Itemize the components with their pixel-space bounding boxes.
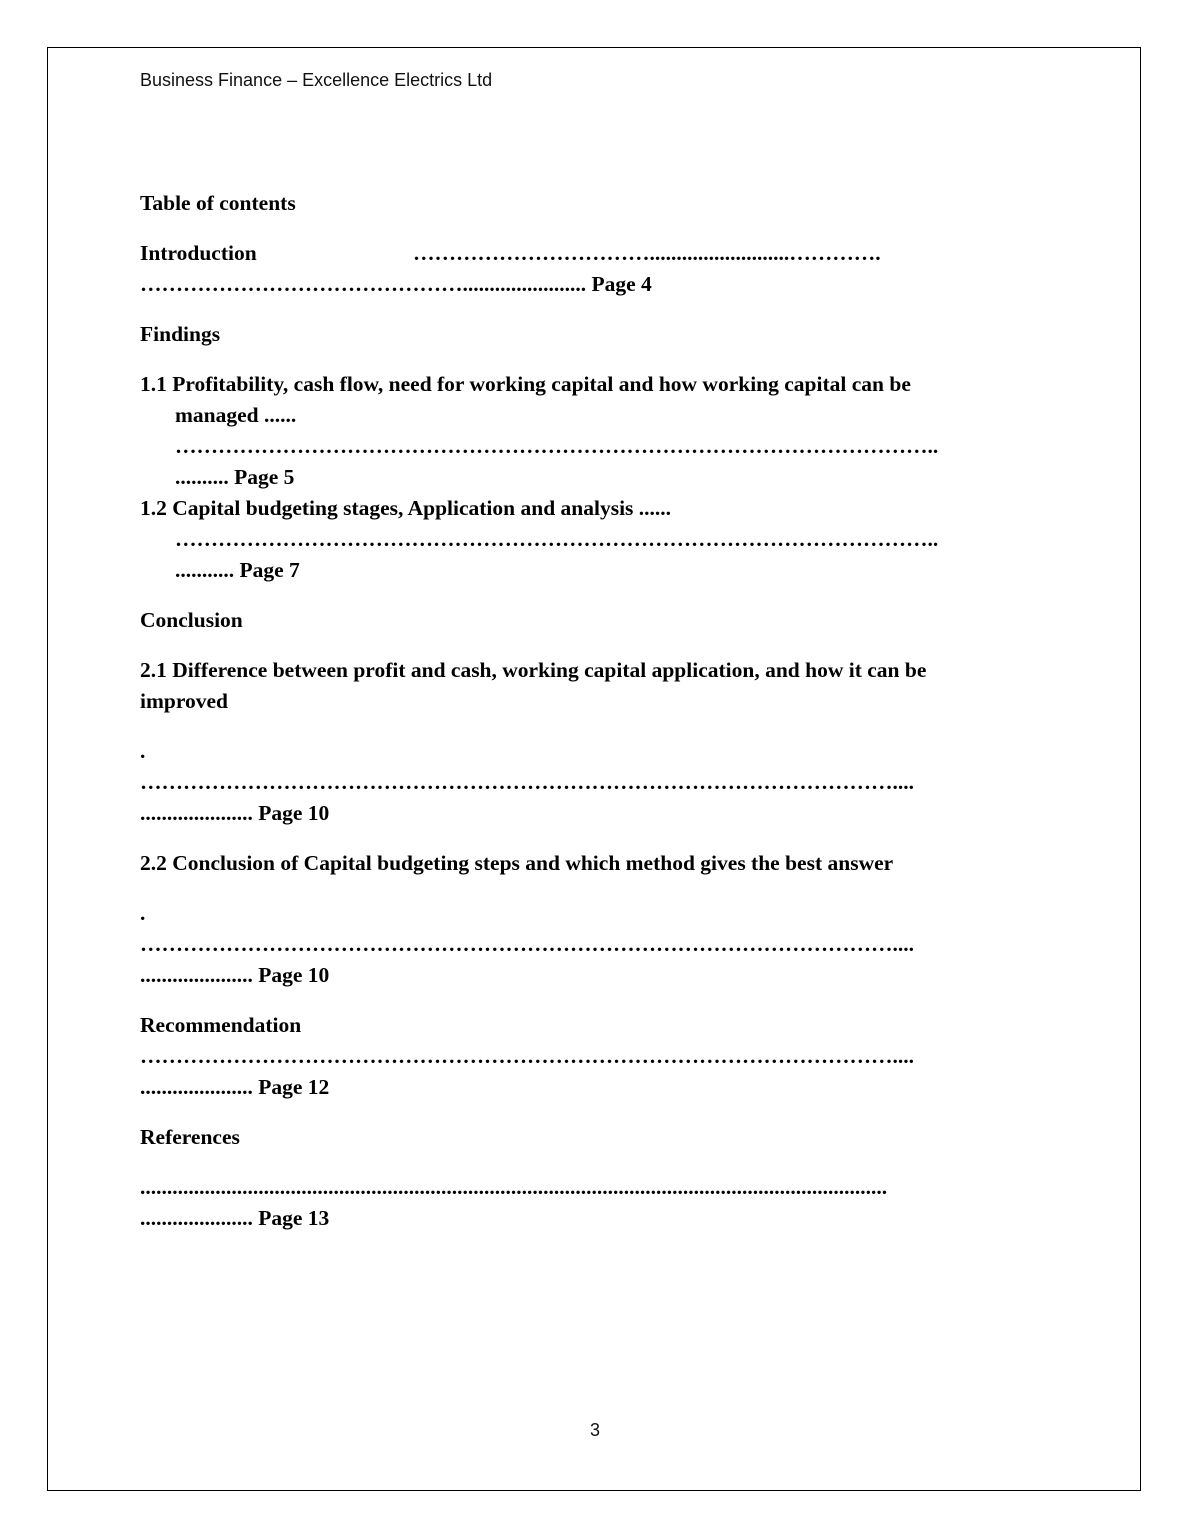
toc-entry-2-2-dots: …………………………………………………………………………………………….... [140,932,914,956]
toc-entry-2-2-page: ..................... Page 10 [140,963,330,987]
toc-section-references: References [140,1125,240,1149]
table-of-contents [140,188,1052,1234]
toc-entry-1-2-page: ........... Page 7 [175,558,300,582]
toc-entry-2-2-dot: . [140,901,146,925]
toc-entry-2-1-page: ..................... Page 10 [140,801,330,825]
toc-entry-introduction [140,238,1052,269]
toc-entry-1-1-line1: 1.1 Profitability, cash flow, need for working capital and how working capital can be [140,372,911,396]
running-header: Business Finance – Excellence Electrics Ltd [140,70,493,90]
toc-entry-references-page: ..................... Page 13 [140,1206,330,1230]
toc-entry-1-2-line1: 1.2 Capital budgeting stages, Application and analysis ...... [140,496,672,520]
toc-entry-2-1-line2: improved [140,689,228,713]
toc-entry-introduction-dots: ……………………………..........................…………. [413,241,881,265]
toc-entry-introduction-label: Introduction [140,241,257,265]
toc-section-findings: Findings [140,322,221,346]
toc-entry-1-2-dots: …………………………………………………………………………………………….. [175,527,939,551]
page-number: 3 [589,1420,600,1440]
toc-entry-1-1-page: .......... Page 5 [175,465,295,489]
toc-entry-2-2-line1: 2.2 Conclusion of Capital budgeting steps and which method gives the best answer [140,851,894,875]
toc-entry-1-1-line2: managed ...... [175,403,297,427]
toc-entry-introduction-page: ………………………………………....................... Page 4 [140,272,652,296]
toc-section-conclusion: Conclusion [140,608,243,632]
toc-entry-recommendation-page: ..................... Page 12 [140,1075,330,1099]
toc-entry-recommendation-dots: …………………………………………………………………………………………….... [140,1044,914,1068]
toc-entry-2-1-dots: …………………………………………………………………………………………….... [140,770,914,794]
toc-entry-references-dots: ........................................................................................................................................... [140,1175,888,1199]
toc-entry-2-1-dot: . [140,739,146,763]
toc-section-recommendation: Recommendation [140,1013,302,1037]
toc-entry-2-1-line1: 2.1 Difference between profit and cash, working capital application, and how it can be [140,658,927,682]
toc-heading: Table of contents [140,191,296,215]
toc-entry-1-1-dots: …………………………………………………………………………………………….. [175,434,939,458]
